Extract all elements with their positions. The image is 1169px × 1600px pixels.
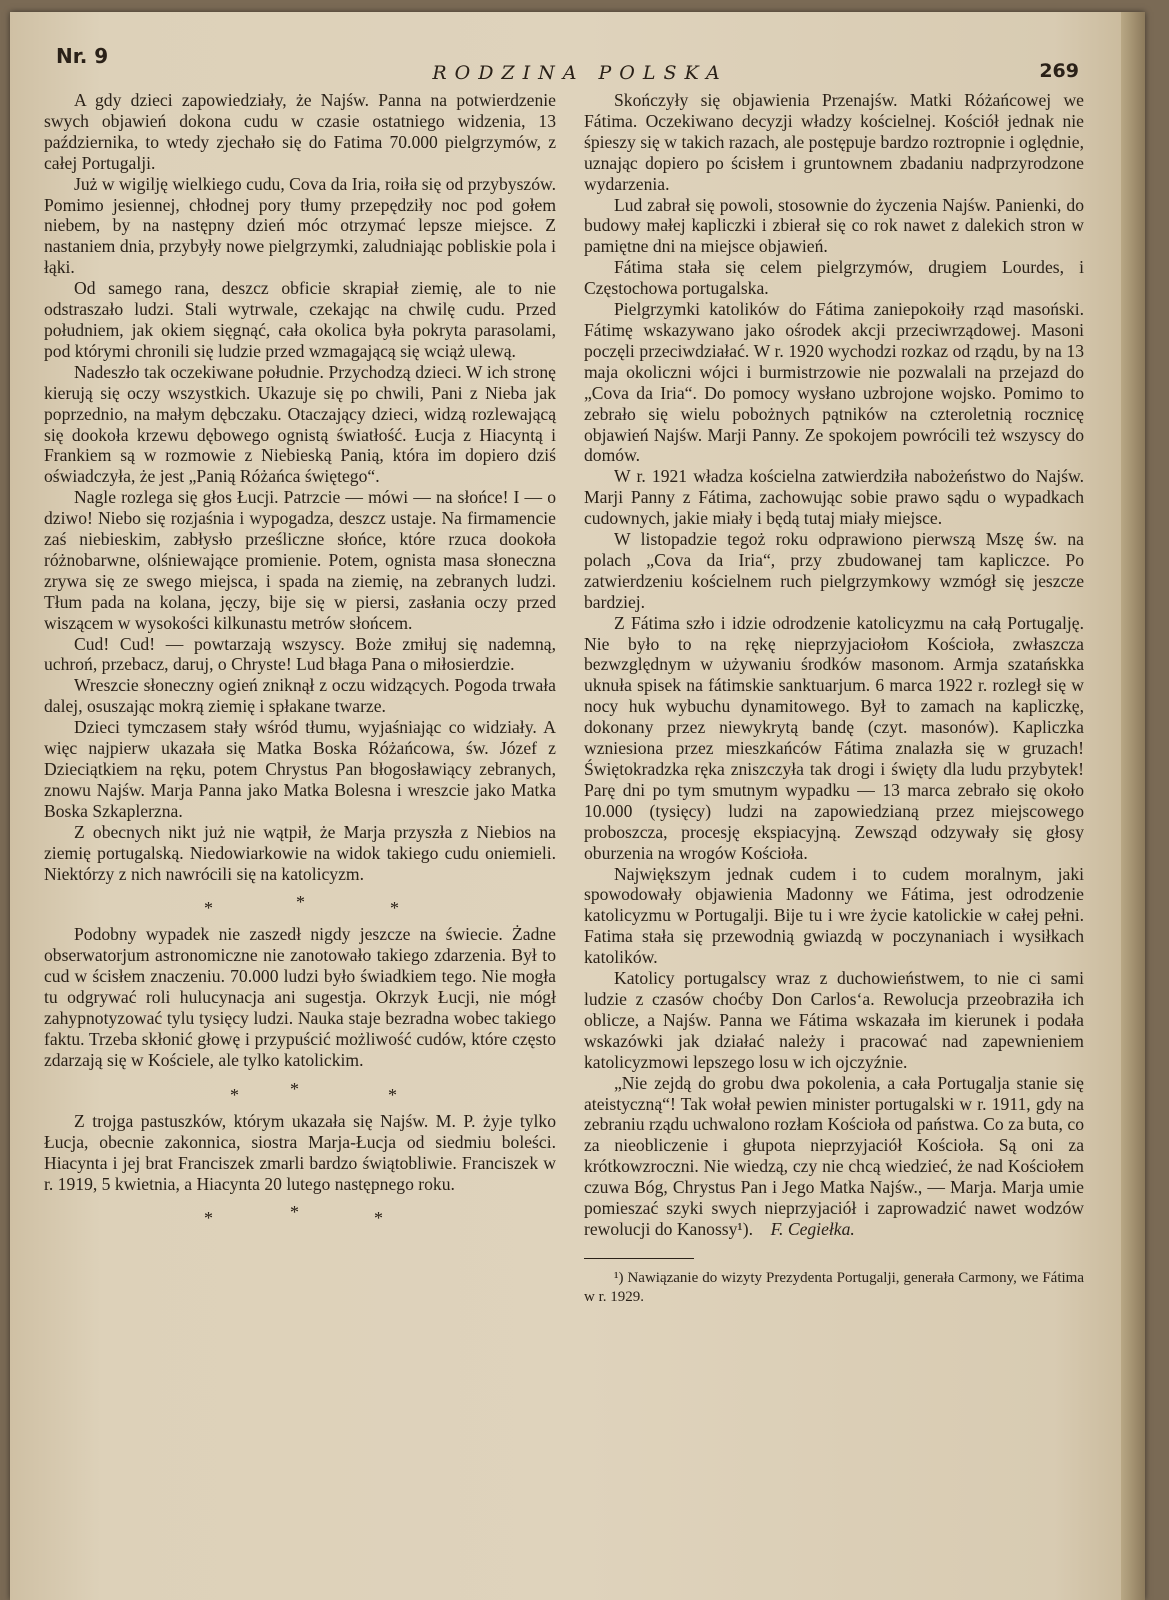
separator-star: * — [230, 1084, 239, 1105]
paragraph: Fátima stała się celem pielgrzymów, drugiem Lourdes, i Częstochowa portugalska. — [584, 257, 1084, 299]
right-column — [584, 90, 1084, 1307]
left-column — [44, 90, 556, 1234]
paragraph: Dzieci tymczasem stały wśród tłumu, wyjaśniając co widziały. A więc najpierw ukazała się Matka Boska Różańcowa, św. Józef z Dzieciątkiem na ręku, potem Chrystus Pan błogosławiący zebranych, znowu Najśw. Marja Panna jako Matka Bolesna i wreszcie jako Matka Boska Szkaplerzna. — [44, 717, 556, 821]
paragraph: Od samego rana, deszcz obficie skrapiał ziemię, ale to nie odstraszało ludzi. Stali wytrwale, czekając na chwilę cudu. Przed południem, jak okiem sięgnąć, cała okolica była pokryta parasolami, pod którymi chronili się ludzie przed wzmagającą się wciąż ulewą. — [44, 278, 556, 361]
paragraph: Największym jednak cudem i to cudem moralnym, jaki spowodowały objawienia Madonny we Fátima, jest odrodzenie katolicyzmu w Portugalji. Bije tu i wre życie katolickie w całej pełni. Fatima stała się przewodnią gwiazdą w poczynaniach i wysiłkach katolików. — [584, 863, 1084, 968]
footnote: ¹) Nawiązanie do wizyty Prezydenta Portugalji, generała Carmony, we Fátima w r. 1929. — [584, 1269, 1084, 1305]
magazine-page — [10, 12, 1145, 1600]
page-number: 269 — [1039, 60, 1079, 82]
magazine-title: RODZINA POLSKA — [432, 62, 728, 84]
paragraph: Z trojga pastuszków, którym ukazała się Najśw. M. P. żyje tylko Łucja, obecnie zakonnica, siostra Marja-Łucja od siedmiu boleści. Hiacynta i jej brat Franciszek zmarli bardzo świątobliwie. Franciszek w r. 1919, 5 kwietnia, a Hiacynta 20 lutego następnego roku. — [44, 1110, 556, 1194]
issue-number: Nr. 9 — [56, 44, 109, 68]
book-spine — [1121, 12, 1145, 1600]
author-signature: F. Cegiełka. — [770, 1218, 855, 1239]
paragraph: Lud zabrał się powoli, stosownie do życzenia Najśw. Panienki, do budowy małej kapliczki i zbierał się co rok nawet z dalekich stron w pamiętne dni na miejsce objawień. — [584, 194, 1084, 257]
paragraph: Cud! Cud! — powtarzają wszyscy. Boże zmiłuj się nademną, uchroń, przebacz, daruj, o Chryste! Lud błaga Pana o miłosierdzie. — [44, 633, 556, 675]
closing-text: „Nie zejdą do grobu dwa pokolenia, a cała Portugalja stanie się ateistyczną“! Tak wołał pewien minister portugalski w r. 1911, gdy na zebraniu rządu uchwalono rozłam Kościoła od państwa. Co za buta, co za nieobliczenie i głupota nieprzyjaciół Kościoła. Są oni za krótkowzroczni. Nie wiedzą, czy nie chcą wiedzieć, że nad Kościołem czuwa Bóg, Chrystus Pan i Jego Matka Najśw., — Marja. Marja umie pomieszać szyki swych nieprzyjaciół i zaprowadzić nawet wodzów rewolucji do Kanossy¹). — [584, 1072, 1084, 1239]
paragraph: W listopadzie tegoż roku odprawiono pierwszą Mszę św. na polach „Cova da Iria“, przy zbudowanej tam kapliczce. Po zatwierdzeniu kościelnem ruch pielgrzymkowy wzmógł się jeszcze bardziej. — [584, 529, 1084, 612]
footnote-rule — [584, 1258, 694, 1259]
paragraph: W r. 1921 władza kościelna zatwierdziła nabożeństwo do Najśw. Marji Panny z Fátima, zachowując sobie prawo sądu o wypadkach cudownych, jakie miały i będą tutaj miały miejsce. — [584, 466, 1084, 529]
paragraph: Wreszcie słoneczny ogień zniknął z oczu widzących. Pogoda trwała dalej, osuszając mokrą ziemię i spłakane twarze. — [44, 675, 556, 717]
separator-star: * — [204, 898, 213, 919]
paragraph: Z Fátima szło i idzie odrodzenie katolicyzmu na całą Portugalję. Nie było to na rękę nieprzyjaciołom Kościoła, zwłaszcza bezwzględnym w używaniu środków masonom. Armja szatańskka uknuła spisek na fátimskie sanktuarjum. 6 marca 1922 r. rozległ się w nocy huk wybuchu dynamitowego. Był to zamach na kapliczkę, dokonany przez niewykrytą bandę (czyt. masonów). Kapliczka wzniesiona przez mieszkańców Fátima znalazła się w gruzach! Świętokradzka ręka zniszczyła tak drogi i święty dla ludu przybytek! Parę dni po tym smutnym wypadku — 13 marca zebrało się około 10.000 (tysięcy) ludzi na zapowiedzianą przez miejscowego proboszcza, procesję ekspiacyjną. Zewsząd odzywały się głosy oburzenia na wrogów Kościoła. — [584, 612, 1084, 863]
paragraph: Nadeszło tak oczekiwane południe. Przychodzą dzieci. W ich stronę kierują się oczy wszystkich. Ukazuje się po chwili, Pani z Nieba jak poprzednio, na małym dębczaku. Otaczający dzieci, widzą rozlewającą się dookoła krzewu dębowego ognistą światłość. Łucja z Hiacyntą i Frankiem są w rozmowie z Niebieską Panią, która im dopiero dziś oświadczyła, że jest „Panią Różańca świętego“. — [44, 361, 556, 487]
paragraph: Pielgrzymki katolików do Fátima zaniepokoiły rząd masoński. Fátimę wskazywano jako ośrodek akcji przeciwrządowej. Masoni poczęli przeciwdziałać. W r. 1920 wychodzi rozkaz od rządu, by na 13 maja okoliczni wójci i burmistrzowie nie pozwalali na przejazd do „Cova da Iria“. Do pomocy wysłano uzbrojone wojsko. Pomimo to zebrało się wielu pobożnych pątników na czteroletnią rocznicę objawień Najśw. Marji Panny. Ze spokojem powrócili też wszyscy do domów. — [584, 299, 1084, 466]
separator-star: * — [388, 1084, 397, 1105]
separator-star: * — [290, 1078, 299, 1099]
paragraph: Już w wigilję wielkiego cudu, Cova da Iria, roiła się od przybyszów. Pomimo jesiennej, chłodnej pory tłumy przepędziły noc pod gołem niebem, by na następny dzień móc otrzymać lepsze miejsce. Z nastaniem dnia, przybyły nowe pielgrzymki, zaludniając pobliskie pola i łąki. — [44, 173, 556, 278]
separator-star: * — [390, 898, 399, 919]
paragraph: Nagle rozlega się głos Łucji. Patrzcie — mówi — na słońce! I — o dziwo! Niebo się rozjaśnia i wypogadza, deszcz ustaje. Na firmamencie zaś niebieskim, zabłysło prześliczne słońce, które rzuca dookoła różnobarwne, olśniewające promienie. Potem, ognista masa słoneczna zrywa się ze swego miejsca, i spada na ziemię, na zebranych ludzi. Tłum pada na kolana, jęczy, bije się w piersi, zasłania oczy przed wiszącem w wysokości kilkunastu metrów słońcem. — [44, 487, 556, 633]
paragraph — [584, 1073, 1084, 1240]
section-separator — [44, 1071, 556, 1111]
separator-star: * — [290, 1202, 299, 1223]
separator-star: * — [204, 1208, 213, 1229]
separator-star: * — [296, 892, 305, 913]
paragraph: Skończyły się objawienia Przenajśw. Matki Różańcowej we Fátima. Oczekiwano decyzji władzy kościelnej. Kościół jednak nie śpieszy się w takich razach, ale postępuje bardzo roztropnie i oględnie, uznając dopiero po ścisłem i gruntownem zbadaniu nadprzyrodzone wydarzenia. — [584, 90, 1084, 194]
paragraph: A gdy dzieci zapowiedziały, że Najśw. Panna na potwierdzenie swych objawień dokona cudu w czasie ostatniego widzenia, 13 października, to wtedy zjechało się do Fatima 70.000 pielgrzymów, z całej Portugalji. — [44, 90, 556, 173]
separator-star: * — [374, 1208, 383, 1229]
paragraph: Z obecnych nikt już nie wątpił, że Marja przyszła z Niebios na ziemię portugalską. Niedowiarkowie na widok takiego cudu oniemieli. Niektórzy z nich nawrócili się na katolicyzm. — [44, 821, 556, 884]
section-separator — [44, 884, 556, 924]
page-header — [10, 40, 1145, 84]
paragraph: Podobny wypadek nie zaszedł nigdy jeszcze na świecie. Żadne obserwatorjum astronomiczne nie zanotowało takiego zdarzenia. Był to cud w ścisłem znaczeniu. 70.000 ludzi było świadkiem tego. Nie mogła tu odgrywać roli hulucynacja ani sugestja. Okrzyk Łucji, nie mógł zahypnotyzować tylu tysięcy ludzi. Nauka staje bezradna wobec takiego faktu. Trzeba skłonić głowę i przypuścić możliwość cudów, które często zdarzają się w Kościele, ale tylko katolickim. — [44, 924, 556, 1070]
section-separator — [44, 1194, 556, 1234]
paragraph: Katolicy portugalscy wraz z duchowieństwem, to nie ci sami ludzie z czasów choćby Don Carlos‘a. Rewolucja przeobraziła ich oblicze, a Najśw. Panna we Fátima wskazała im kierunek i podała wskazówki jak działać należy i pracować nad zapewnieniem katolicyzmowi lepszego losu w ich ojczyźnie. — [584, 968, 1084, 1072]
